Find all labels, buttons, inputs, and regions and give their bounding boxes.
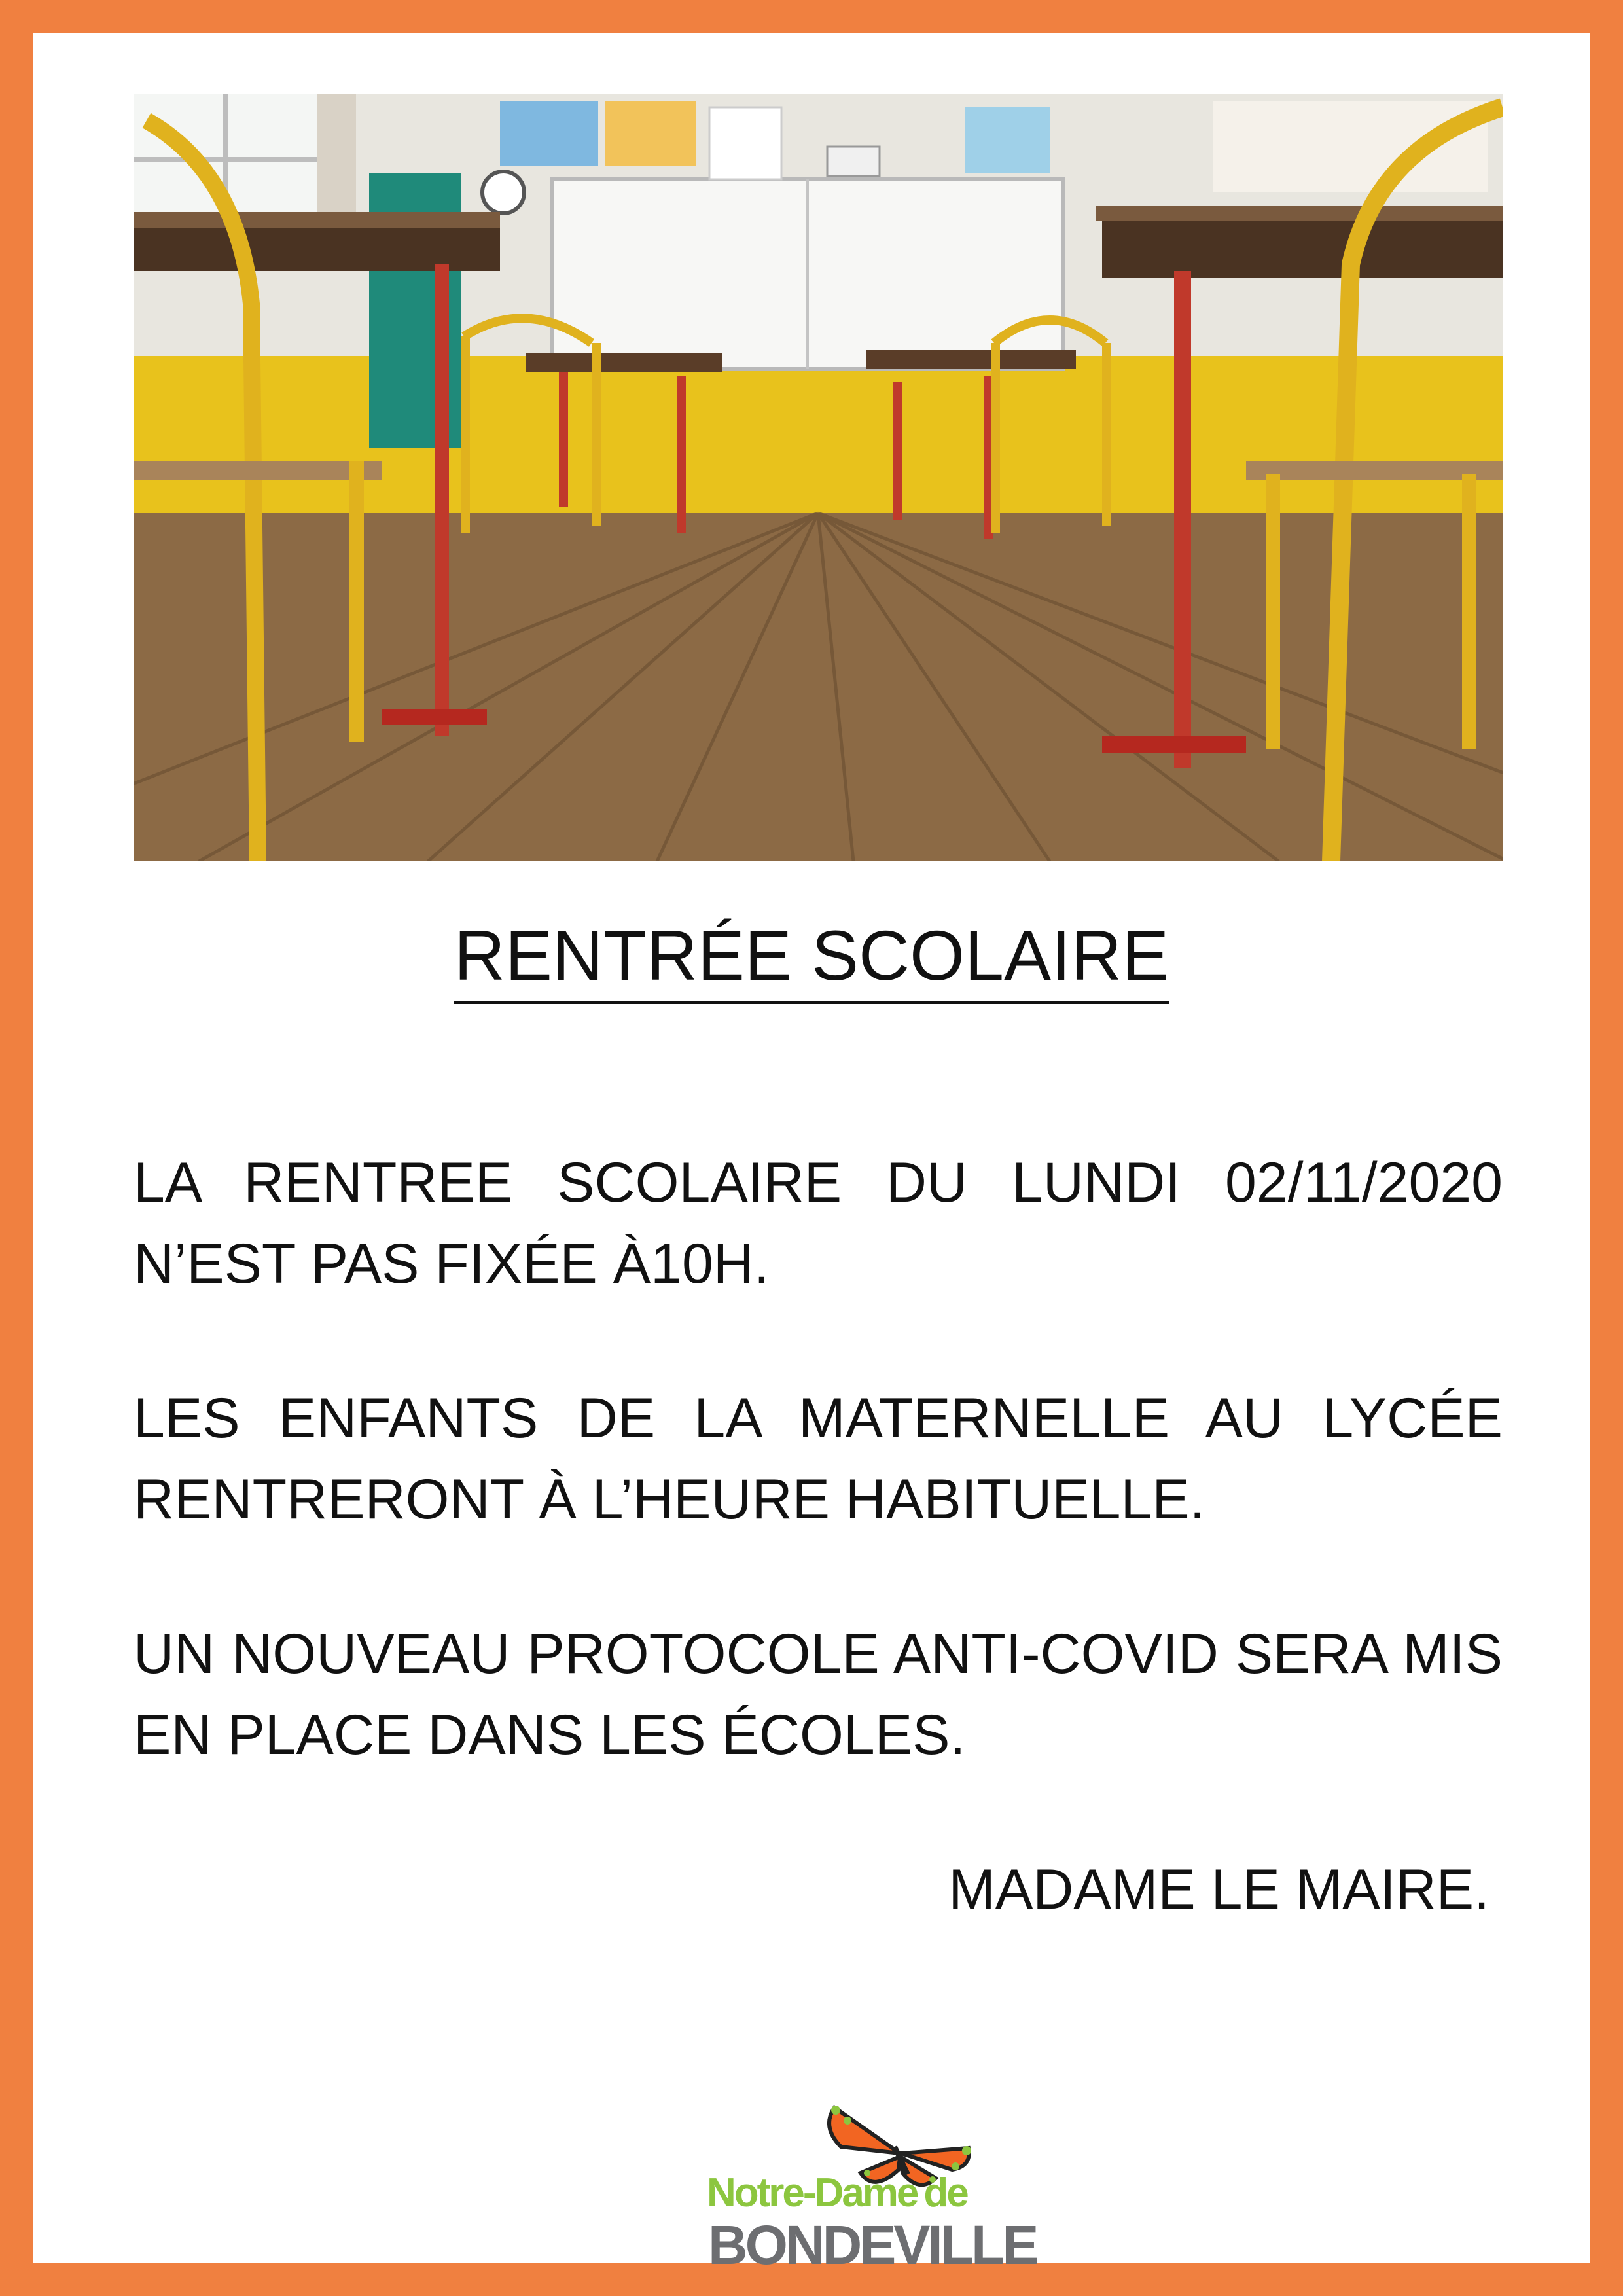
town-logo [707, 2101, 1037, 2278]
paragraph-children: LES ENFANTS DE LA MATERNELLE AU LYCÉE RENTRERONT À L’HEURE HABITUELLE. [134, 1387, 1503, 1531]
paragraph-protocol: UN NOUVEAU PROTOCOLE ANTI-COVID SERA MIS EN PLACE DANS LES ÉCOLES. [134, 1623, 1503, 1767]
title-text: RENTRÉE SCOLAIRE [454, 913, 1169, 1004]
logo-de: de [923, 2170, 967, 2215]
classroom-illustration [134, 94, 1503, 861]
logo-notre-dame: Notre-Dame [707, 2170, 918, 2215]
signature: MADAME LE MAIRE. [948, 1858, 1489, 1921]
logo-line-2: BONDEVILLE [708, 2214, 1037, 2276]
classroom-photo [134, 94, 1503, 861]
paragraph-date: LA RENTREE SCOLAIRE DU LUNDI 02/11/2020 N’EST PAS FIXÉE À10H. [134, 1151, 1503, 1295]
logo-line-1 [707, 2170, 967, 2216]
poster-title [33, 913, 1590, 1004]
